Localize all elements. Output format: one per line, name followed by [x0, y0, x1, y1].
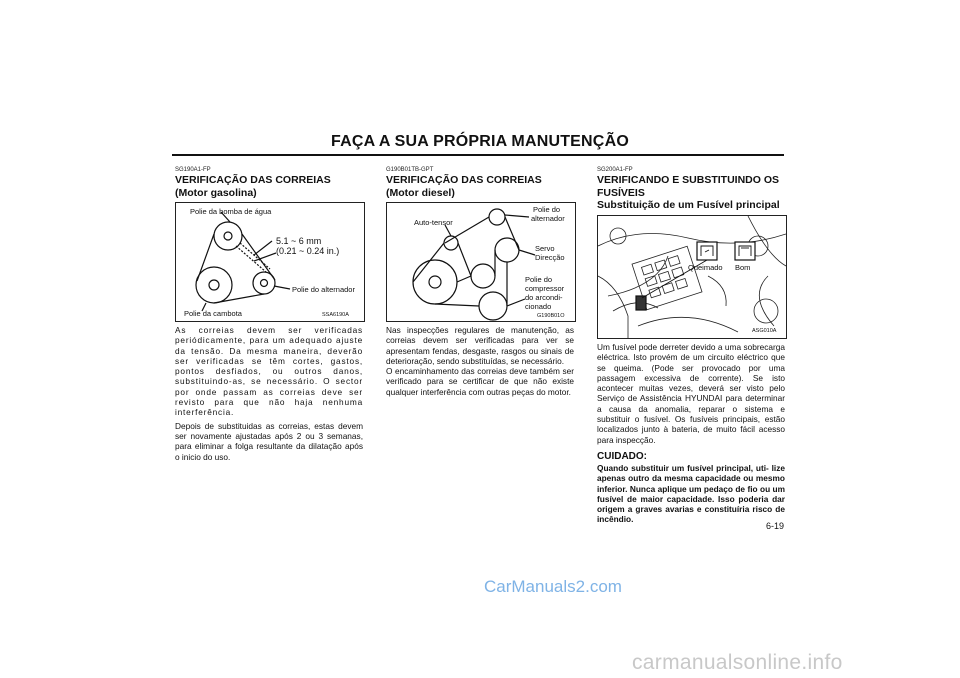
label-alternator: Polie do alternador [292, 285, 355, 294]
page-number: 6-19 [766, 521, 785, 531]
label-ac-compressor-4: cionado [525, 302, 552, 311]
section-code: SG200A1-FP [597, 167, 633, 173]
section-code: SG190A1-FP [175, 167, 211, 173]
section-heading: VERIFICAÇÃO DAS CORREIAS [386, 174, 542, 186]
belt-diagram-gasoline [175, 202, 365, 322]
section-heading-sub: FUSÍVEIS [597, 186, 645, 199]
section-heading: VERIFICAÇÃO DAS CORREIAS [175, 174, 331, 186]
label-blown-fuse: Queimado [688, 263, 723, 272]
figure-code: G190B01O [537, 313, 565, 319]
label-ac-compressor-3: do arcondi- [525, 293, 563, 302]
label-good-fuse: Bom [735, 263, 751, 272]
watermark-carmanualsonline: carmanualsonline.info [632, 651, 843, 674]
watermark-carmanuals: CarManuals2.com [484, 577, 622, 596]
page-title: FAÇA A SUA PRÓPRIA MANUTENÇÃO [331, 133, 629, 150]
label-alternator-2: alternador [531, 214, 565, 223]
label-alternator: Polie do [533, 205, 561, 214]
label-ac-compressor-2: compressor [525, 284, 565, 293]
paragraph: Depois de substituidas as correias, estas devem ser novamente ajustadas após 2 ou 3 semanas, para eliminar a folga resultante da dilatação após o inicio do uso. [175, 420, 363, 462]
title-rule [172, 154, 784, 156]
paragraph: O encaminhamento das correias deve também ser verificado para se certificar de que não existe qualquer interferência com outras peças do motor. [386, 366, 574, 397]
label-power-steering: Servo [535, 244, 555, 253]
caution-body: Quando substituir um fusível principal, uti- lize apenas outro da mesma capacidade ou mesmo inferior. Nunca aplique um pedaço de fio ou um fusível de maior capacidade. Isso poderia dar origem a graves avarias e constituíria risco de incêndio. [597, 462, 785, 525]
section-fuses [597, 166, 785, 525]
section-belts-diesel [386, 166, 574, 397]
section-code: G190B01TB-GPT [386, 167, 434, 173]
label-tensioner: Auto-tensor [414, 218, 453, 227]
paragraph: Um fusível pode derreter devido a uma sobrecarga eléctrica. Isto provém de um circuito eléctrico que se queima. (Pode ser provocado por uma passagem excessiva de corrente). Se isto acontecer muitas vezes, deverá ser visto pelo Serviço de Assistência HYUNDAI para determinar a causa da anomalia, reparar o sistema e substituir o fusível. Os fusíveis principais, estão localizados junto à bateria, de muito fácil acesso para inspecção. [597, 342, 785, 445]
section-subheading: Substituição de um Fusível principal [597, 199, 780, 211]
section-heading-sub: (Motor diesel) [386, 186, 455, 199]
paragraph: As correias devem ser verificadas periódicamente, para um adequado ajuste da tensão. Da mesma maneira, deverão ser verificadas se têm cortes, gastos, pontos desfiados, ou outros danos, substituindo-as, se necessário. O sector por onde passam as correias deve ser revisto para que não haja nenhuma interferência. [175, 325, 363, 418]
section-heading: VERIFICANDO E SUBSTITUINDO OS [597, 174, 780, 186]
section-belts-gasoline [175, 166, 363, 462]
label-water-pump: Polie da bomba de água [190, 207, 272, 216]
figure-code: SSA6190A [322, 312, 349, 318]
belt-diagram-gasoline-drawing [176, 203, 364, 321]
label-power-steering-2: Direcção [535, 253, 565, 262]
section-heading-sub: (Motor gasolina) [175, 186, 257, 199]
label-measure-in: (0.21 ~ 0.24 in.) [276, 246, 340, 256]
label-crankshaft: Polie da cambota [184, 309, 242, 318]
fuse-box-drawing [598, 216, 786, 338]
caution-title: CUIDADO: [597, 450, 647, 462]
label-ac-compressor: Polie do [525, 275, 553, 284]
paragraph: Nas inspecções regulares de manutenção, as correias devem ser verificadas para ver se apresentam fendas, desgaste, rasgos ou sinais de deterioração, sendo substituídas, se necessário. [386, 325, 574, 366]
belt-diagram-diesel [386, 202, 576, 322]
label-measure: 5.1 ~ 6 mm [276, 236, 322, 246]
figure-code: ASG010A [752, 328, 777, 334]
fuse-box-illustration [597, 215, 787, 339]
